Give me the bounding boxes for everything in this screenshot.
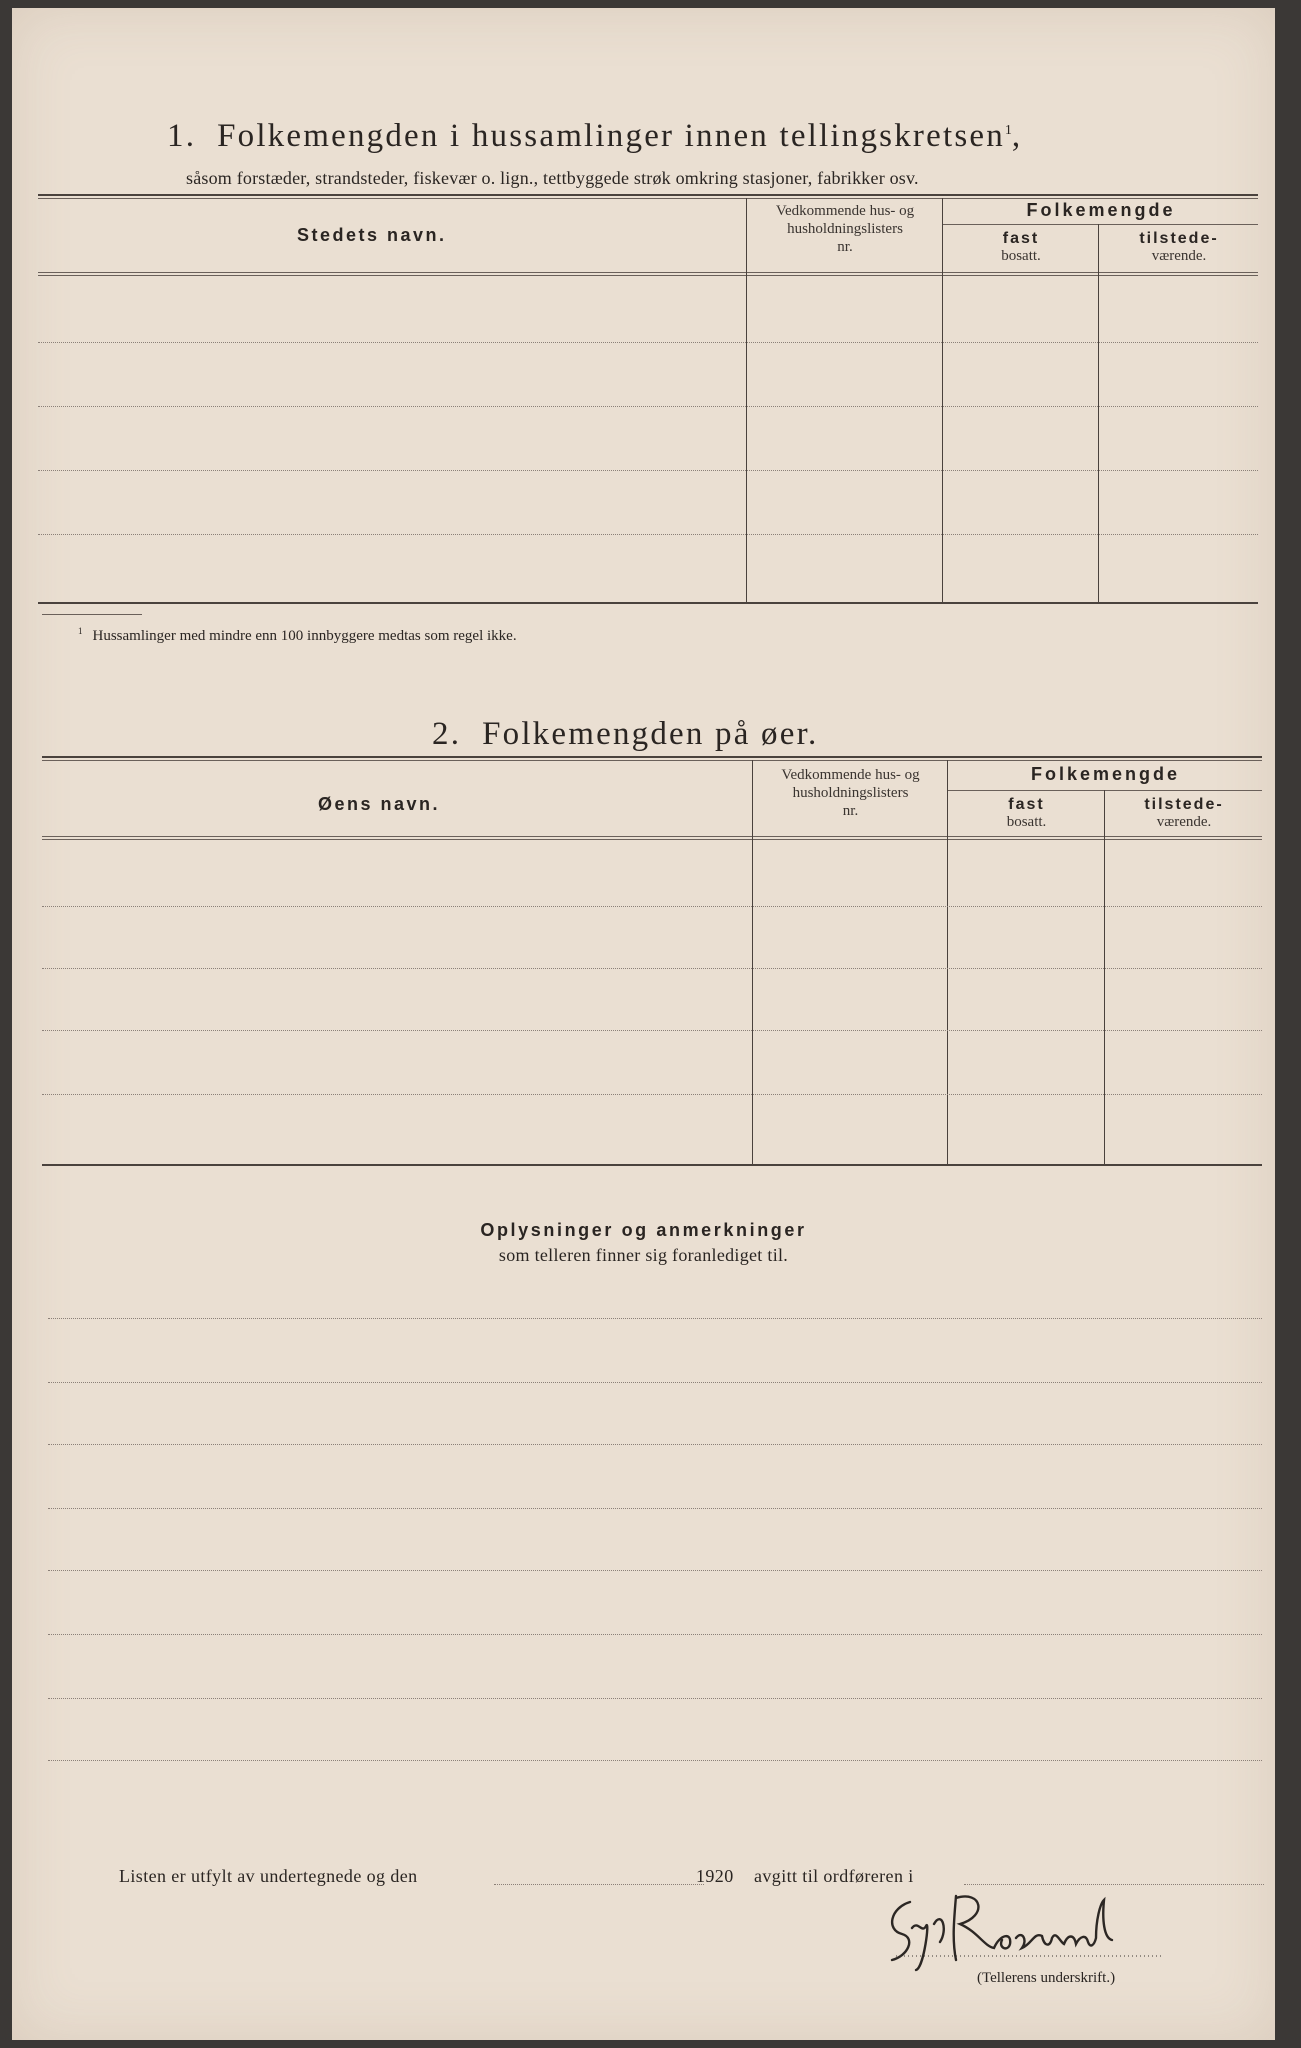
- table1-col-population: Folkemengde: [1026, 200, 1176, 220]
- census-form-page: [12, 8, 1275, 2040]
- remarks-line: [48, 1508, 1262, 1509]
- table2-col-population: Folkemengde: [1030, 764, 1181, 784]
- signature-label: (Tellerens underskrift.): [977, 1970, 1116, 1986]
- section1-title-text: Folkemengden i hussamlinger innen tellingskretsen: [217, 118, 1005, 154]
- footnote-ref: 1: [1004, 123, 1012, 138]
- remarks-line: [48, 1634, 1262, 1635]
- footnote: $^1$ Hussamlinger med mindre enn 100 innbyggere medtas som regel ikke.: [78, 626, 517, 644]
- table2-header-rule: [42, 836, 1262, 837]
- table1-col-place-name: Stedets navn.: [297, 225, 447, 245]
- table1-row: [38, 342, 1258, 343]
- completion-text: Listen er utfylt av undertegnede og den: [119, 1866, 418, 1886]
- table2-row: [42, 906, 1262, 907]
- table2-top-rule: [42, 756, 1262, 758]
- remarks-line: [48, 1570, 1262, 1571]
- section2-number: 2.: [432, 716, 462, 752]
- section1-number: 1.: [167, 118, 197, 154]
- table2-col-list-number: Vedkommende hus- og husholdningslisters nr.: [781, 767, 920, 819]
- table1-col-list-number: Vedkommende hus- og husholdningslisters nr.: [775, 203, 915, 255]
- table1-col-present: tilstede- værende.: [1139, 230, 1219, 264]
- remarks-line: [48, 1318, 1262, 1319]
- section2-title-text: Folkemengden på øer.: [482, 716, 819, 752]
- section1-subtitle: såsom forstæder, strandsteder, fiskevær o. lign., tettbyggede strøk omkring stasjoner, fabrikker osv.: [186, 168, 919, 188]
- table1-row: [38, 406, 1258, 407]
- table1-col-resident: fast bosatt.: [1001, 230, 1041, 264]
- remarks-line: [48, 1444, 1262, 1445]
- table2-row: [42, 968, 1262, 969]
- section1-title: 1. Folkemengden i hussamlinger innen tellingskretsen$^1$,: [167, 118, 1023, 154]
- table1-row: [38, 534, 1258, 535]
- remarks-title: Oplysninger og anmerkninger: [480, 1220, 807, 1240]
- table1-header-rule: [38, 272, 1258, 273]
- date-field[interactable]: [494, 1884, 704, 1885]
- table2-row: [42, 1094, 1262, 1095]
- table2-row: [42, 1030, 1262, 1031]
- signature: [882, 1890, 1172, 1972]
- remarks-subtitle: som telleren finner sig foranlediget til.: [498, 1245, 789, 1265]
- table2-bottom-rule: [42, 1164, 1262, 1166]
- section2-title: [432, 716, 818, 753]
- table2-col-resident: fast bosatt.: [1006, 796, 1047, 830]
- table1-top-rule: [38, 194, 1258, 196]
- remarks-line: [48, 1382, 1262, 1383]
- table1-bottom-rule: [38, 602, 1258, 604]
- table2-col-present: tilstede- værende.: [1144, 796, 1224, 830]
- table1-row: [38, 470, 1258, 471]
- year-text: 1920: [696, 1866, 734, 1886]
- remarks-line: [48, 1760, 1262, 1761]
- municipality-field[interactable]: [964, 1884, 1264, 1885]
- remarks-line: [48, 1698, 1262, 1699]
- table2-col-island-name: Øens navn.: [318, 794, 441, 814]
- mayor-text: avgitt til ordføreren i: [754, 1866, 914, 1886]
